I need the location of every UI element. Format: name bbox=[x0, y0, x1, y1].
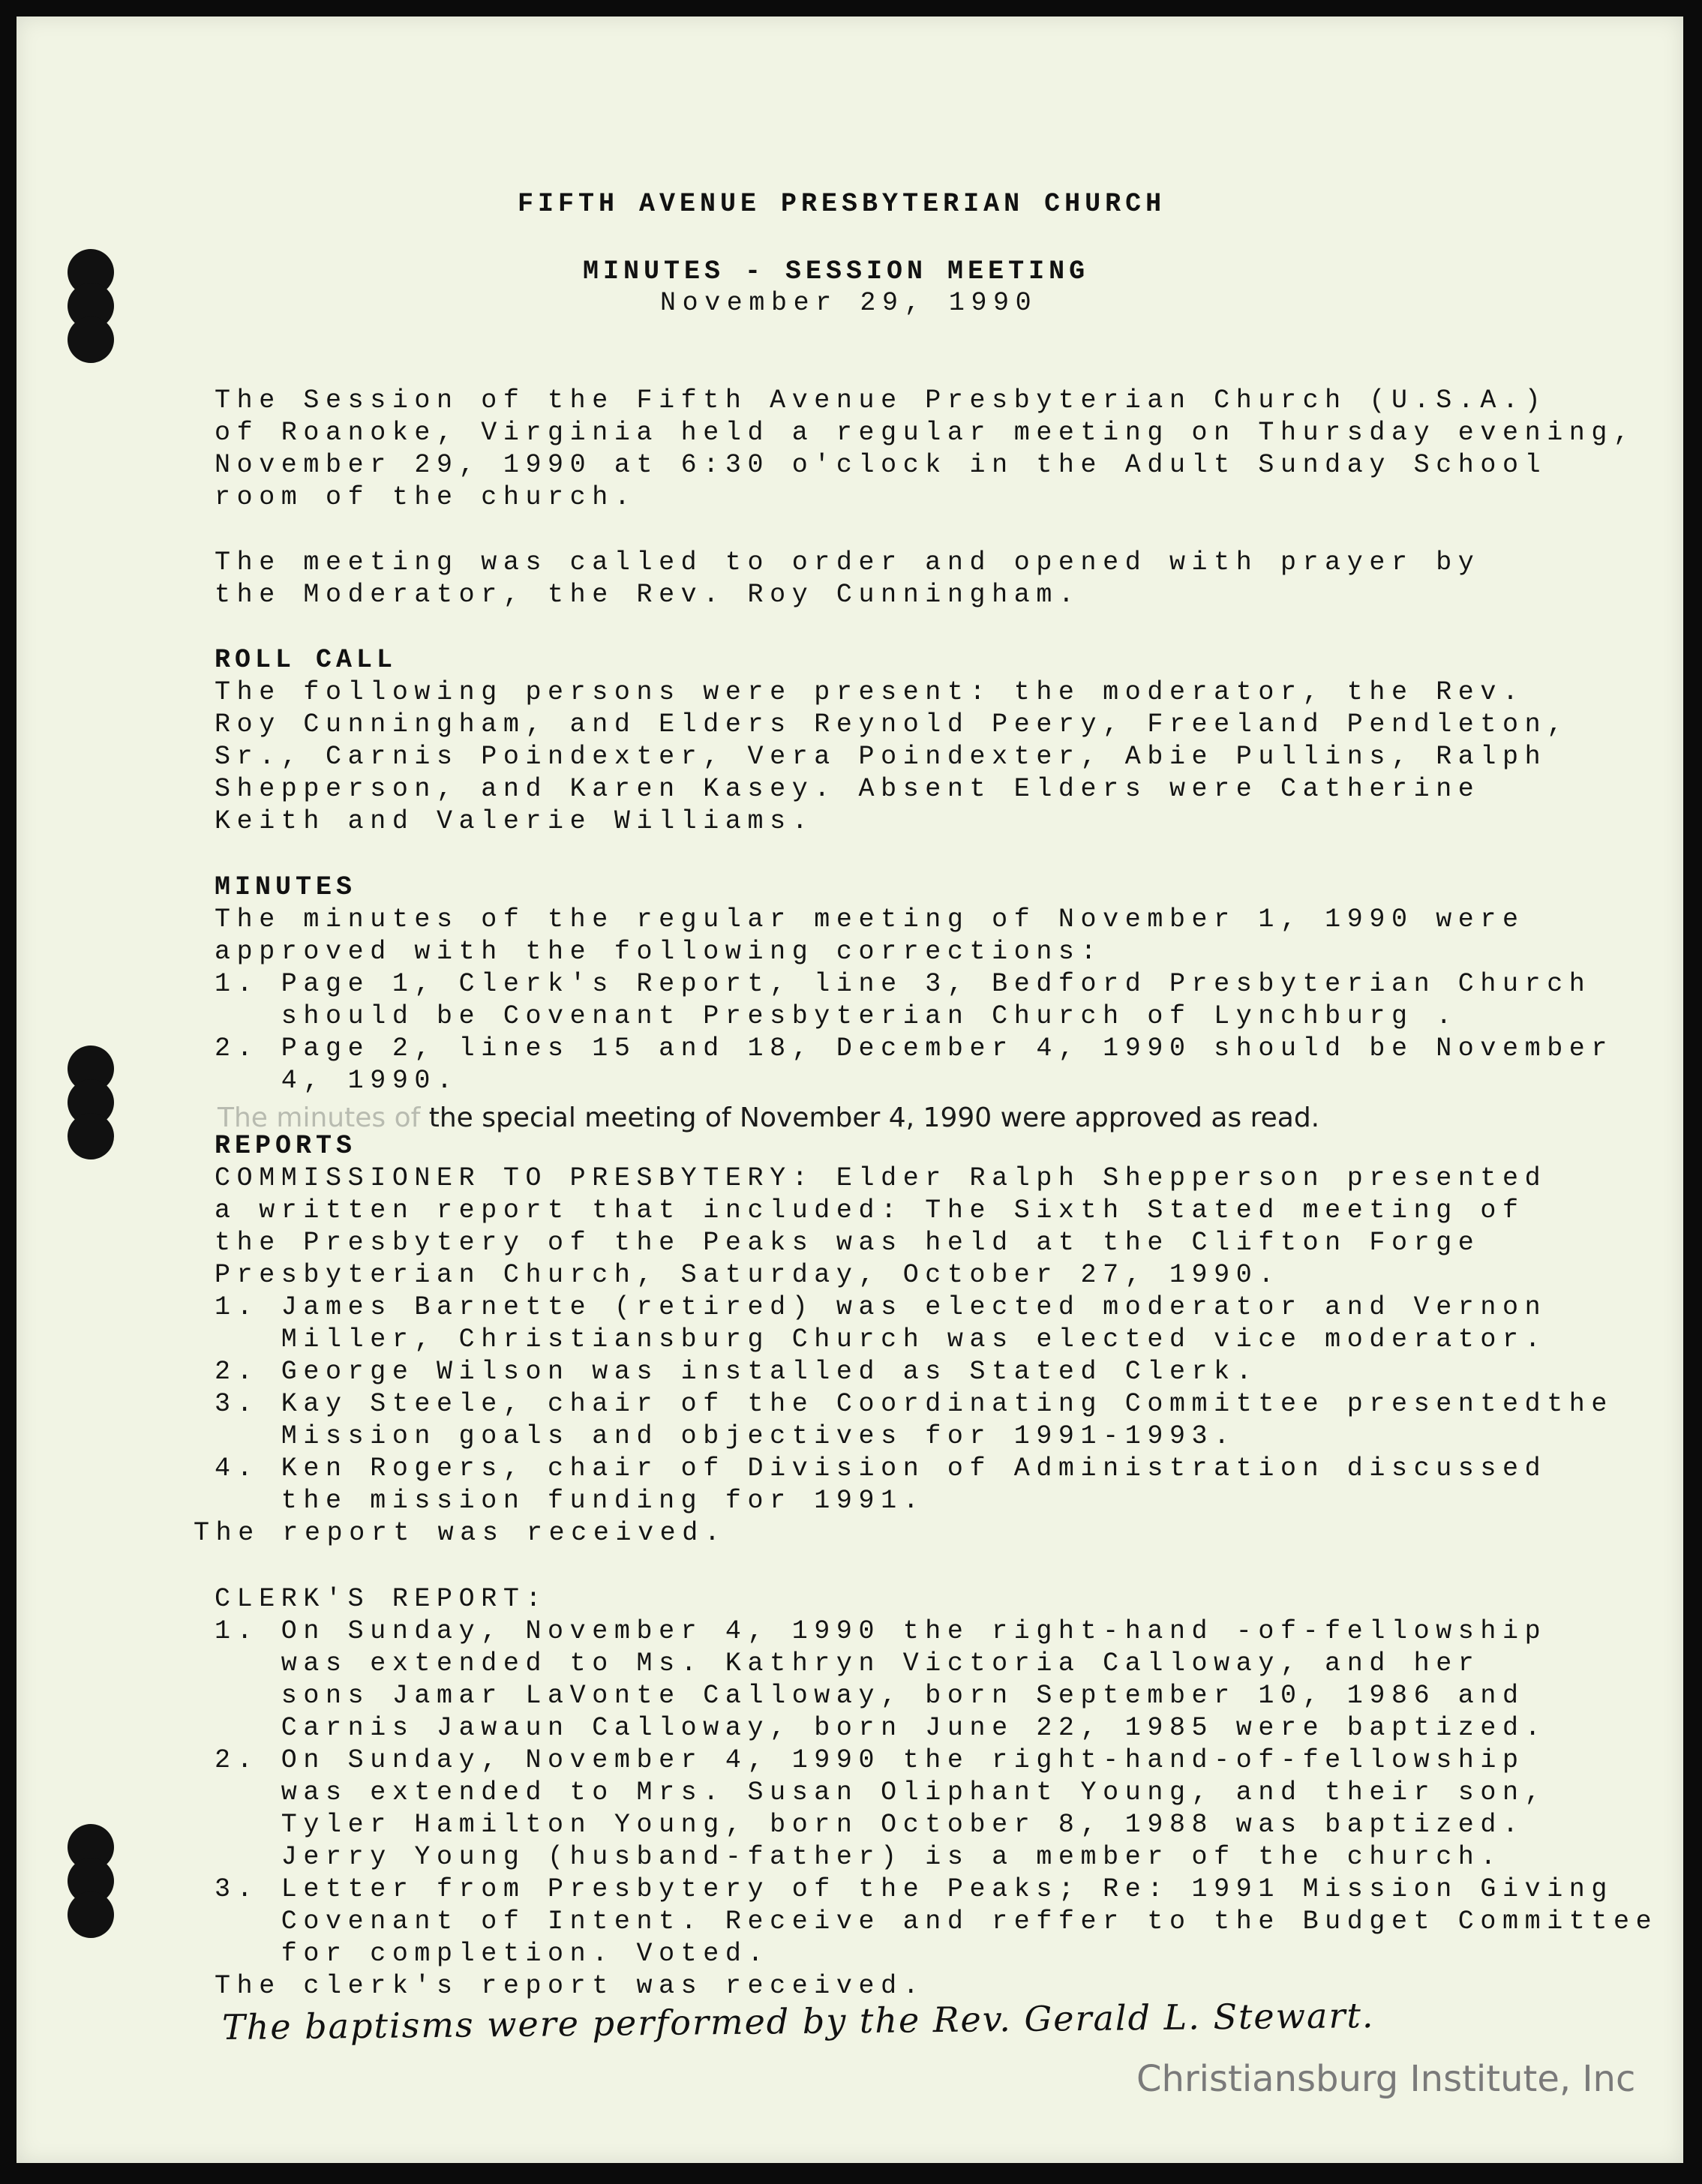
intro-line: The Session of the Fifth Avenue Presbyterian Church (U.S.A.) bbox=[215, 386, 1547, 416]
clerk-line: Jerry Young (husband-father) is a member of the church. bbox=[215, 1842, 1502, 1872]
binder-hole bbox=[68, 316, 114, 363]
roll-call-line: The following persons were present: the moderator, the Rev. bbox=[215, 677, 1525, 707]
reports-heading: REPORTS bbox=[215, 1131, 357, 1161]
roll-call-line: Roy Cunningham, and Elders Reynold Peery, Freeland Pendleton, bbox=[215, 710, 1569, 740]
reports-line: Presbyterian Church, Saturday, October 27, 1990. bbox=[215, 1260, 1280, 1290]
reports-line: Miller, Christiansburg Church was elected vice moderator. bbox=[215, 1324, 1547, 1354]
meeting-date: November 29, 1990 bbox=[660, 288, 1038, 318]
roll-call-line: Keith and Valerie Williams. bbox=[215, 806, 815, 836]
intro-line: of Roanoke, Virginia held a regular meeting on Thursday evening, bbox=[215, 418, 1636, 448]
report-received: The report was received. bbox=[194, 1518, 727, 1548]
reports-line: the mission funding for 1991. bbox=[215, 1486, 926, 1516]
clerk-line: for completion. Voted. bbox=[215, 1939, 770, 1969]
intro-line: room of the church. bbox=[215, 482, 637, 512]
opening-line: the Moderator, the Rev. Roy Cunningham. bbox=[215, 580, 1081, 610]
special-meeting-text: the special meeting of November 4, 1990 were approved as read. bbox=[428, 1102, 1320, 1133]
clerk-line: 3. Letter from Presbytery of the Peaks; Re: 1991 Mission Giving bbox=[215, 1874, 1614, 1904]
watermark: Christiansburg Institute, Inc bbox=[1136, 2058, 1636, 2100]
minutes-line: 2. Page 2, lines 15 and 18, December 4, 1990 should be November bbox=[215, 1034, 1614, 1064]
clerk-line: 1. On Sunday, November 4, 1990 the right-hand -of-fellowship bbox=[215, 1616, 1547, 1646]
clerk-line: Covenant of Intent. Receive and reffer to the Budget Committee bbox=[215, 1906, 1658, 1936]
reports-line: the Presbytery of the Peaks was held at the Clifton Forge bbox=[215, 1228, 1481, 1258]
clerk-line: Carnis Jawaun Calloway, born June 22, 1985 were baptized. bbox=[215, 1713, 1547, 1743]
clerk-line: was extended to Ms. Kathryn Victoria Calloway, and her bbox=[215, 1648, 1481, 1678]
minutes-line: 1. Page 1, Clerk's Report, line 3, Bedford Presbyterian Church bbox=[215, 969, 1592, 999]
reports-line: 1. James Barnette (retired) was elected moderator and Vernon bbox=[215, 1292, 1547, 1322]
reports-line: 2. George Wilson was installed as Stated Clerk. bbox=[215, 1357, 1259, 1387]
minutes-heading: MINUTES bbox=[215, 872, 357, 902]
clerk-line: was extended to Mrs. Susan Oliphant Young, and their son, bbox=[215, 1778, 1547, 1808]
roll-call-line: Sr., Carnis Poindexter, Vera Poindexter, Abie Pullins, Ralph bbox=[215, 742, 1547, 772]
minutes-line: 4, 1990. bbox=[215, 1066, 459, 1096]
reports-line: COMMISSIONER TO PRESBYTERY: Elder Ralph Shepperson presented bbox=[215, 1163, 1547, 1193]
minutes-line: approved with the following corrections: bbox=[215, 937, 1103, 967]
reports-line: 4. Ken Rogers, chair of Division of Administration discussed bbox=[215, 1454, 1547, 1484]
minutes-line: should be Covenant Presbyterian Church of Lynchburg . bbox=[215, 1001, 1458, 1031]
handwritten-note: The baptisms were performed by the Rev. Gerald L. Stewart. bbox=[221, 1994, 1375, 2048]
clerk-line: sons Jamar LaVonte Calloway, born September 10, 1986 and bbox=[215, 1681, 1525, 1711]
reports-line: 3. Kay Steele, chair of the Coordinating Committee presentedthe bbox=[215, 1389, 1614, 1419]
clerk-received: The clerk's report was received. bbox=[215, 1971, 926, 2001]
church-name: FIFTH AVENUE PRESBYTERIAN CHURCH bbox=[518, 189, 1166, 219]
reports-line: Mission goals and objectives for 1991-1993. bbox=[215, 1421, 1236, 1451]
special-meeting-note bbox=[218, 1102, 1319, 1133]
binder-hole bbox=[68, 1113, 114, 1160]
document-title: MINUTES - SESSION MEETING bbox=[583, 256, 1090, 286]
roll-call-heading: ROLL CALL bbox=[215, 645, 398, 675]
binder-hole bbox=[68, 1892, 114, 1938]
minutes-line: The minutes of the regular meeting of November 1, 1990 were bbox=[215, 904, 1525, 934]
faded-text: The minutes of bbox=[218, 1102, 429, 1133]
clerk-line: 2. On Sunday, November 4, 1990 the right-hand-of-fellowship bbox=[215, 1745, 1525, 1775]
clerk-line: Tyler Hamilton Young, born October 8, 1988 was baptized. bbox=[215, 1810, 1525, 1840]
roll-call-line: Shepperson, and Karen Kasey. Absent Elders were Catherine bbox=[215, 774, 1481, 804]
clerk-heading: CLERK'S REPORT: bbox=[215, 1584, 548, 1614]
reports-line: a written report that included: The Sixth Stated meeting of bbox=[215, 1196, 1525, 1226]
intro-line: November 29, 1990 at 6:30 o'clock in the Adult Sunday School bbox=[215, 450, 1547, 480]
opening-line: The meeting was called to order and opened with prayer by bbox=[215, 548, 1481, 578]
